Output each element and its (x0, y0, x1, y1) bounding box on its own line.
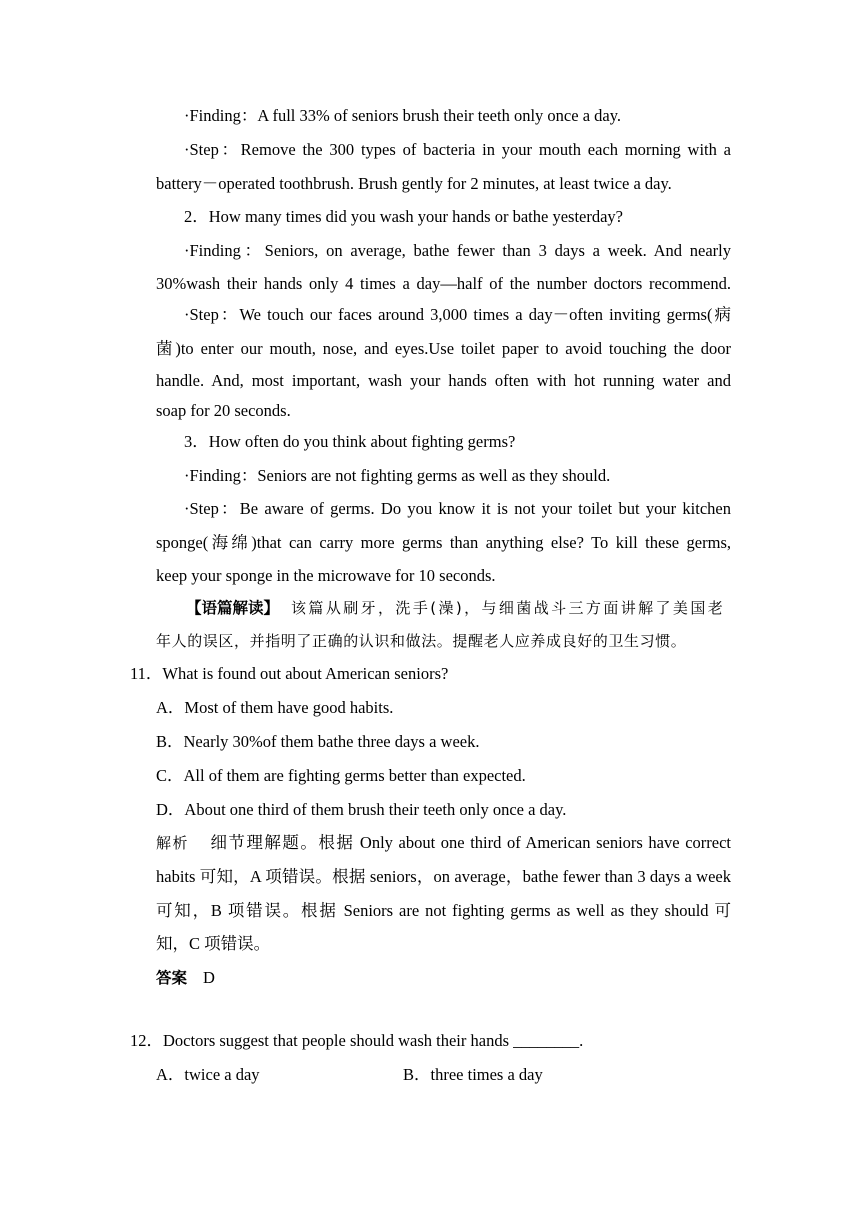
analysis-line-2: habits 可知，A 项错误。根据 seniors，on average，bathe fewer than 3 days a week (156, 867, 731, 886)
question-11-stem: 11．What is found out about American seniors? (130, 664, 449, 683)
question-2: 2．How many times did you wash your hands or bathe yesterday? (184, 207, 623, 226)
answer-line (156, 967, 215, 989)
step-2-line-3: handle. And, most important, wash your hands often with hot running water and (156, 371, 731, 390)
analysis-line-1 (156, 832, 731, 854)
question-12-option-a: A．twice a day (156, 1065, 260, 1084)
question-12-option-b: B．three times a day (403, 1065, 543, 1084)
question-12-stem: 12．Doctors suggest that people should wash their hands ________. (130, 1031, 584, 1050)
question-11-option-b: B．Nearly 30%of them bathe three days a week. (156, 732, 480, 751)
step-1-line-2: battery－operated toothbrush. Brush gently for 2 minutes, at least twice a day. (156, 174, 672, 193)
analysis-line-4: 知，C 项错误。 (156, 934, 271, 953)
step-2-line-2: 菌)to enter our mouth, nose, and eyes.Use toilet paper to avoid touching the door (156, 339, 731, 358)
interpretation-label: 【语篇解读】 (186, 599, 280, 617)
analysis-text-1: 细节理解题。根据 Only about one third of American seniors have correct (208, 833, 731, 852)
answer-value: D (203, 968, 215, 987)
step-3-line-2: sponge(海绵)that can carry more germs than anything else? To kill these germs, (156, 533, 731, 552)
answer-label: 答案 (156, 969, 188, 987)
question-11-option-d: D．About one third of them brush their teeth only once a day. (156, 800, 567, 819)
finding-2-line-2: 30%wash their hands only 4 times a day—half of the number doctors recommend. (156, 274, 731, 293)
step-2-line-1: ·Step：We touch our faces around 3,000 times a day－often inviting germs(病 (184, 305, 731, 324)
analysis-line-3: 可知，B 项错误。根据 Seniors are not fighting germs as well as they should 可 (156, 901, 731, 920)
analysis-label: 解析 (156, 834, 189, 852)
interpretation-text-1: 该篇从刷牙，洗手(澡)，与细菌战斗三方面讲解了美国老 (291, 599, 726, 617)
interpretation-line-2: 年人的误区，并指明了正确的认识和做法。提醒老人应养成良好的卫生习惯。 (156, 632, 687, 650)
step-3-line-1: ·Step：Be aware of germs. Do you know it is not your toilet but your kitchen (184, 499, 731, 518)
finding-3: ·Finding：Seniors are not fighting germs as well as they should. (184, 466, 611, 485)
finding-2-line-1: ·Finding：Seniors, on average, bathe fewer than 3 days a week. And nearly (184, 241, 731, 260)
question-11-option-c: C．All of them are fighting germs better than expected. (156, 766, 526, 785)
interpretation-line-1 (186, 597, 725, 619)
finding-1: ·Finding：A full 33% of seniors brush their teeth only once a day. (184, 106, 622, 125)
step-1-line-1: ·Step：Remove the 300 types of bacteria in your mouth each morning with a (184, 140, 731, 159)
step-3-line-3: keep your sponge in the microwave for 10 seconds. (156, 566, 496, 585)
question-11-option-a: A．Most of them have good habits. (156, 698, 394, 717)
question-3: 3．How often do you think about fighting germs? (184, 432, 516, 451)
step-2-line-4: soap for 20 seconds. (156, 401, 291, 420)
